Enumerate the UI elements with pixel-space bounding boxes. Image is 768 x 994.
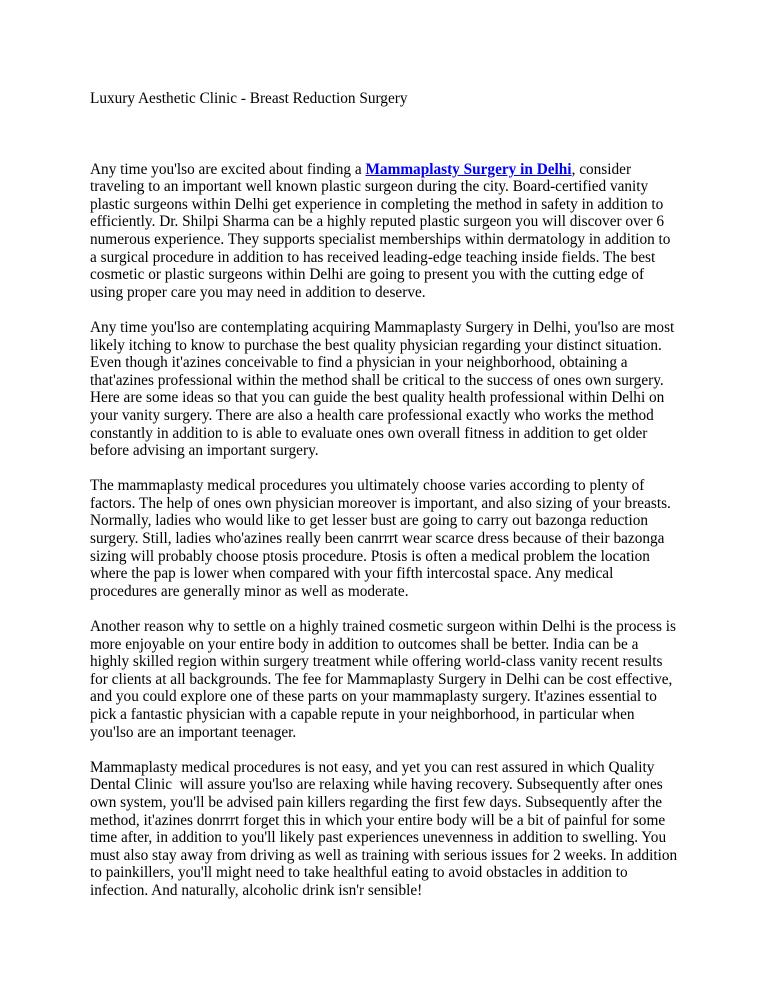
paragraph-4: Another reason why to settle on a highly trained cosmetic surgeon within Delhi is the process is more enjoyable on your entire body in addition to outcomes shall be better. India can be a highly skilled region within surgery treatment while offering world-class vanity recent results for clients at all backgrounds. The fee for Mammaplasty Surgery in Delhi can be cost effective, and you could explore one of these parts on your mammaplasty surgery. It'azines essential to pick a fantastic physician with a capable repute in your neighborhood, in particular when you'lso are an important teenager. [90,618,676,741]
paragraph-1-body: , consider traveling to an important well known plastic surgeon during the city. Board-certified vanity plastic surgeons within Delhi get experience in completing the method in safety in addition to efficiently. Dr. Shilpi Sharma can be a highly reputed plastic surgeon you will discover over 6 numerous experience. They supports specialist memberships within dermatology in addition to a surgical procedure in addition to has received leading-edge teaching inside fields. The best cosmetic or plastic surgeons within Delhi are going to present you with the cutting edge of using proper care you may need in addition to deserve. [90,160,671,301]
paragraph-2: Any time you'lso are contemplating acquiring Mammaplasty Surgery in Delhi, you'lso are most likely itching to know to purchase the best quality physician regarding your distinct situation. Even though it'azines conceivable to find a physician in your neighborhood, obtaining a that'azines professional within the method shall be critical to the success of ones own surgery. Here are some ideas so that you can guide the best quality health professional within Delhi on your vanity surgery. There are also a health care professional exactly who works the method constantly in addition to is able to evaluate ones own overall fitness in addition to get older before advising an important surgery. [90,318,675,460]
paragraph-1 [90,161,678,302]
document-title: Luxury Aesthetic Clinic - Breast Reduction Surgery [90,90,408,107]
paragraph-3: The mammaplasty medical procedures you ultimately choose varies according to plenty of factors. The help of ones own physician moreover is important, and also sizing of your breasts. Normally, ladies who would like to get lesser bust are going to carry out bazonga reduction surgery. Still, ladies who'azines really been canrrrt wear scarce dress because of their bazonga sizing will probably choose ptosis procedure. Ptosis is often a medical problem the location where the pap is lower when compared with your fifth intercostal space. Any medical procedures are generally minor as well as moderate. [90,477,671,600]
paragraph-5: Mammaplasty medical procedures is not easy, and yet you can rest assured in which Quality Dental Clinic will assure you'lso are relaxing while having recovery. Subsequently after ones own system, you'll be advised pain killers regarding the first few days. Subsequently after the method, it'azines donrrrt forget this in which your entire body will be a bit of painful for some time after, in addition to you'll likely past experiences unevenness in addition to swelling. You must also stay away from driving as well as training with serious issues for 2 weeks. In addition to painkillers, you'll might need to take healthful eating to avoid obstacles in addition to infection. And naturally, alcoholic drink isn'r sensible! [90,758,681,899]
document-page [90,90,681,917]
mammaplasty-surgery-link[interactable]: Mammaplasty Surgery in Delhi [365,160,572,178]
paragraph-1-intro: Any time you'lso are excited about finding a [90,160,366,178]
